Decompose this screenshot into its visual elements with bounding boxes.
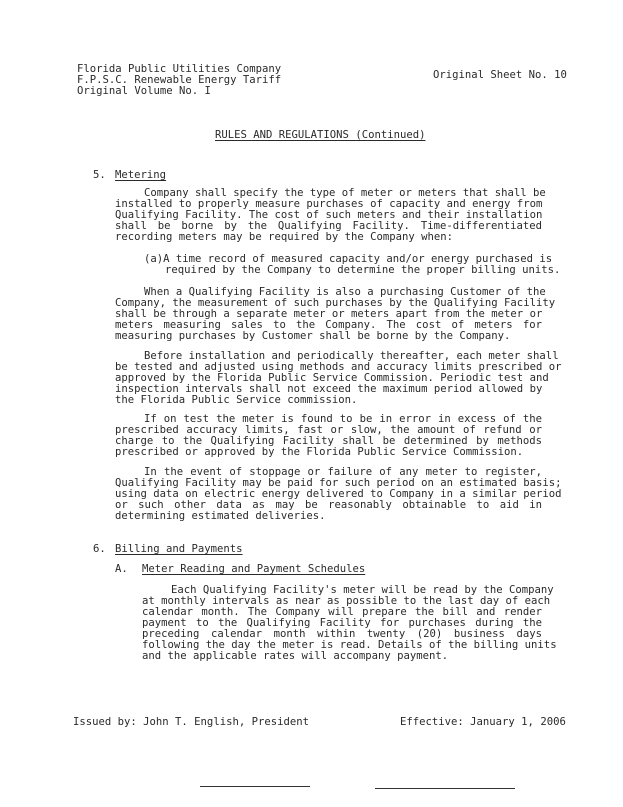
text-line: following the day the meter is read. Details of the billing units [142, 639, 557, 651]
text-line: or such other data as may be reasonably obtainable to aid in [115, 499, 542, 511]
text-line: meters measuring sales to the Company. The cost of meters for [115, 319, 542, 331]
subsection-a-heading: Meter Reading and Payment Schedules [142, 563, 366, 575]
text-line: If on test the meter is found to be in error in excess of the [144, 413, 542, 425]
text-line: preceding calendar month within twenty (20) business days [142, 628, 542, 640]
text-line: payment to the Qualifying Facility for purchases during the [142, 617, 542, 629]
text-line: the Florida Public Service commission. [115, 394, 358, 406]
text-line: Company shall specify the type of meter or meters that shall be [144, 187, 546, 199]
text-line: prescribed accuracy limits, fast or slow, the amount of refund or [115, 424, 542, 436]
text-line: determining estimated deliveries. [115, 510, 326, 522]
tariff-name: F.P.S.C. Renewable Energy Tariff [77, 74, 282, 86]
section-6-heading: Billing and Payments [115, 543, 243, 555]
section-5-heading: Metering [115, 169, 167, 181]
bottom-rule-left [200, 786, 310, 787]
bottom-rule-right [375, 788, 515, 789]
page-title: RULES AND REGULATIONS (Continued) [215, 129, 426, 141]
text-line: be tested and adjusted using methods and accuracy limits prescribed or [115, 361, 562, 373]
volume-number: Original Volume No. I [77, 85, 211, 97]
text-line: measuring purchases by Customer shall be borne by the Company. [115, 330, 511, 342]
text-line: charge to the Qualifying Facility shall be determined by methods [115, 435, 542, 447]
section-6-number: 6. [93, 543, 106, 555]
text-line: calendar month. The Company will prepare the bill and render [142, 606, 542, 618]
section-5-number: 5. [93, 169, 106, 181]
text-line: Before installation and periodically thereafter, each meter shall [144, 350, 559, 362]
text-line: shall be borne by the Qualifying Facility. Time-differentiated [115, 220, 542, 232]
subsection-a-letter: A. [115, 563, 128, 575]
text-line: inspection intervals shall not exceed the maximum period allowed by [115, 383, 543, 395]
company-name: Florida Public Utilities Company [77, 63, 282, 75]
text-line: Qualifying Facility may be paid for such period on an estimated basis; [115, 477, 562, 489]
text-line: approved by the Florida Public Service Commission. Periodic test and [115, 372, 549, 384]
text-line: Qualifying Facility. The cost of such meters and their installation [115, 209, 543, 221]
effective-date: Effective: January 1, 2006 [400, 716, 566, 728]
text-line: required by the Company to determine the proper billing units. [165, 264, 561, 276]
text-line: and the applicable rates will accompany payment. [142, 650, 449, 662]
text-line: Company, the measurement of such purchases by the Qualifying Facility [115, 297, 556, 309]
text-line: When a Qualifying Facility is also a purchasing Customer of the [144, 286, 546, 298]
text-line: using data on electric energy delivered to Company in a similar period [115, 488, 562, 500]
text-line: (a)A time record of measured capacity and/or energy purchased is [144, 253, 553, 265]
text-line: prescribed or approved by the Florida Public Service Commission. [115, 446, 524, 458]
text-line: In the event of stoppage or failure of any meter to register, [144, 466, 542, 478]
issued-by: Issued by: John T. English, President [73, 716, 309, 728]
text-line: recording meters may be required by the Company when: [115, 231, 454, 243]
text-line: shall be through a separate meter or meters apart from the meter or [115, 308, 543, 320]
text-line: Each Qualifying Facility's meter will be read by the Company [171, 584, 554, 596]
sheet-number: Original Sheet No. 10 [433, 69, 567, 81]
text-line: at monthly intervals as near as possible to the last day of each [142, 595, 551, 607]
text-line: installed to properly measure purchases of capacity and energy from [115, 198, 543, 210]
